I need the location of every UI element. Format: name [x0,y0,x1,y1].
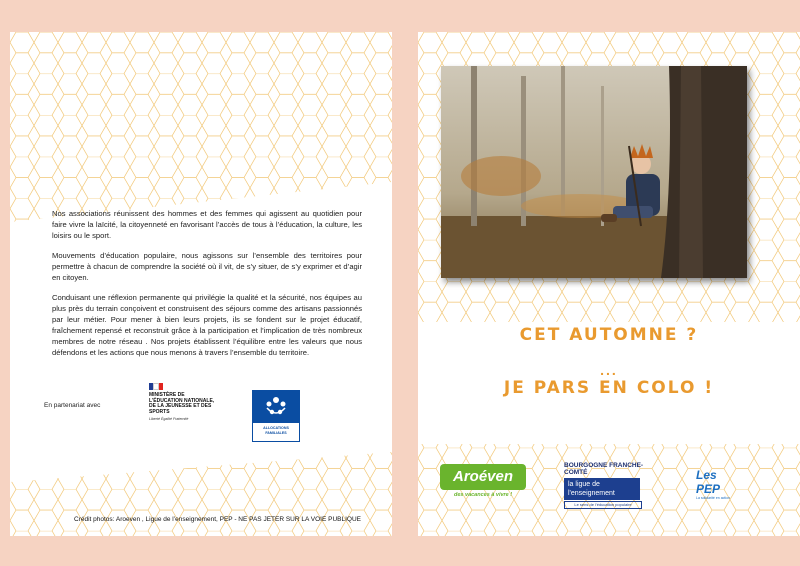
caf-caption: ALLOCATIONS FAMILIALES [263,426,289,435]
aroeven-logo [440,464,526,510]
title-line-2: JE PARS EN COLO ! [503,378,715,398]
photo-credits: Crédit photos: Aroeven , Ligue de l’enseignement, PEP - NE PAS JETER SUR LA VOIE PUBLIQUE [74,516,361,523]
autumn-child-photo [441,66,747,278]
aroeven-tagline: des vacances à vivre ! [454,492,513,498]
left-page [10,32,392,536]
ligue-logo [564,462,650,518]
partner-label: En partenariat avec [44,402,101,409]
aroeven-name: Aroéven [440,464,526,490]
pep-logo [696,468,740,512]
title-dots: ... [600,362,618,378]
pep-tagline: La solidarité en action [696,496,731,500]
ligue-region: BOURGOGNE FRANCHE-COMTÉ [564,462,644,476]
ministry-motto: Liberté Égalité Fraternité [149,417,189,422]
intro-text [52,208,362,367]
paragraph-1: Nos associations réunissent des hommes et des femmes qui agissent au quotidien pour faire vivre la laïcité, la citoyenneté en favorisant l’accès de tous à l’éducation, la culture, les loisirs ou le sport. [52,209,362,240]
title-line-1: CET AUTOMNE ? [519,325,699,345]
right-page [418,32,800,536]
paragraph-3: Conduisant une réflexion permanente qui privilégie la qualité et la sécurité, nos équipes au plus près du terrain conçoivent et construisent des séjours comme des artisans passionnés par leur métier. Pour mener à bien leurs projets, ils se fondent sur le projet éducatif, fraîchement repensé et reconstruit grâce à la participation et l’implication de très nombreux membres de notre réseau . Nos projets établissent l’équilibre entre les valeurs que nous défendons et les actions que nous menons à travers l’ensemble du territoire. [52,293,362,357]
paragraph-2: Mouvements d’éducation populaire, nous agissons sur l’ensemble des territoires pour permettre à chacun de comprendre la société où il vit, de s’y situer, de s’y exprimer et d’agir en citoyen. [52,251,362,282]
ligue-name: la ligue de l'enseignement [564,478,640,500]
french-flag-icon [149,383,163,390]
ministry-logo [149,383,219,421]
caf-logo [252,390,300,442]
family-icon [263,394,289,420]
pep-name: Les PEP [696,468,721,496]
ligue-tagline: Le sens de l'éducation populaire [564,501,642,509]
ministry-name: MINISTÈRE DE L'ÉDUCATION NATIONALE, DE LA JEUNESSE ET DES SPORTS [149,392,215,415]
